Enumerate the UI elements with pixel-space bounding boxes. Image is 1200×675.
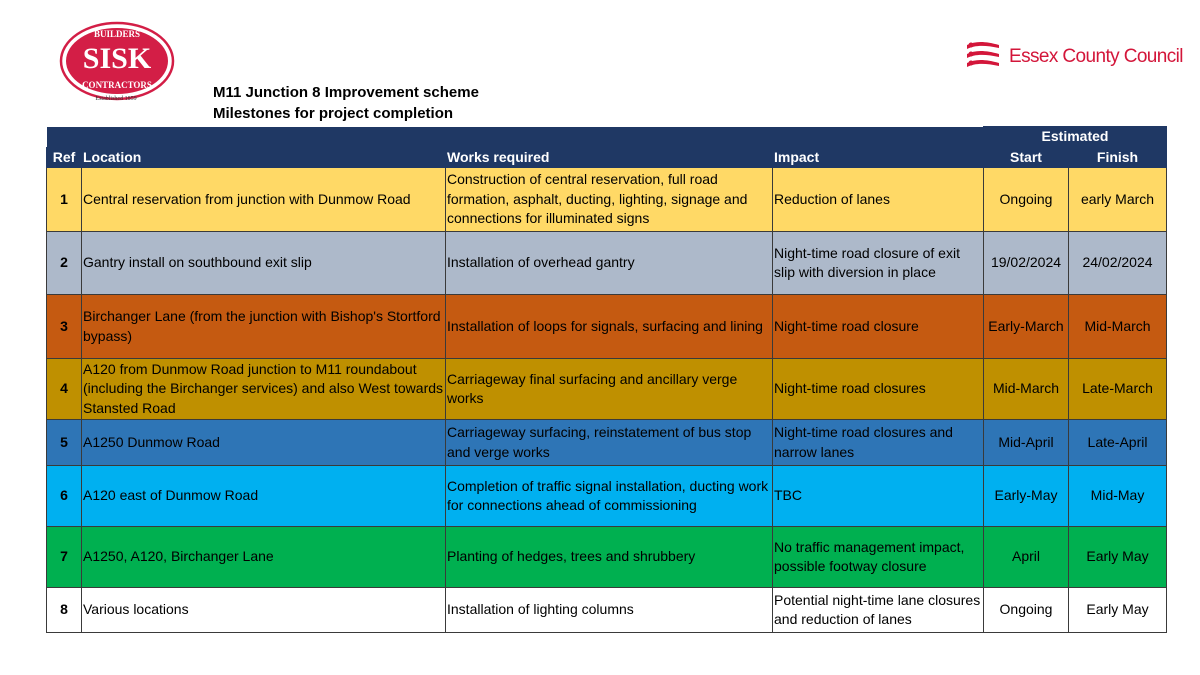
essex-logo-text: Essex County Council bbox=[1009, 46, 1183, 67]
essex-seaxes-icon bbox=[965, 40, 1001, 74]
cell-start: Early-March bbox=[984, 295, 1069, 359]
cell-start: Early-May bbox=[984, 466, 1069, 527]
cell-finish: Mid-March bbox=[1069, 295, 1167, 359]
cell-impact: Night-time road closures bbox=[773, 359, 984, 420]
cell-start: Ongoing bbox=[984, 588, 1069, 633]
cell-works: Installation of lighting columns bbox=[446, 588, 773, 633]
table-row bbox=[47, 295, 1167, 359]
cell-finish: Early May bbox=[1069, 588, 1167, 633]
sisk-logo bbox=[58, 20, 176, 108]
table-row bbox=[47, 420, 1167, 466]
cell-ref: 5 bbox=[47, 420, 82, 466]
cell-ref: 7 bbox=[47, 527, 82, 588]
table-row bbox=[47, 527, 1167, 588]
cell-works: Completion of traffic signal installation, ducting work for connections ahead of commissioning bbox=[446, 466, 773, 527]
cell-location: Central reservation from junction with Dunmow Road bbox=[82, 168, 446, 232]
cell-ref: 8 bbox=[47, 588, 82, 633]
cell-start: Mid-March bbox=[984, 359, 1069, 420]
cell-location: Birchanger Lane (from the junction with Bishop's Stortford bypass) bbox=[82, 295, 446, 359]
cell-start: April bbox=[984, 527, 1069, 588]
cell-start: Ongoing bbox=[984, 168, 1069, 232]
col-start: Start bbox=[984, 147, 1069, 168]
col-location: Location bbox=[82, 147, 446, 168]
cell-impact: No traffic management impact, possible footway closure bbox=[773, 527, 984, 588]
cell-ref: 4 bbox=[47, 359, 82, 420]
sisk-logo-bottom: CONTRACTORS bbox=[82, 80, 152, 90]
cell-finish: 24/02/2024 bbox=[1069, 232, 1167, 295]
essex-logo bbox=[965, 40, 1183, 74]
cell-start: 19/02/2024 bbox=[984, 232, 1069, 295]
milestones-table bbox=[46, 126, 1167, 633]
table-row bbox=[47, 168, 1167, 232]
cell-impact: TBC bbox=[773, 466, 984, 527]
table-row bbox=[47, 588, 1167, 633]
cell-finish: Mid-May bbox=[1069, 466, 1167, 527]
cell-finish: early March bbox=[1069, 168, 1167, 232]
cell-impact: Night-time road closures and narrow lanes bbox=[773, 420, 984, 466]
cell-works: Installation of loops for signals, surfacing and lining bbox=[446, 295, 773, 359]
page-title: M11 Junction 8 Improvement scheme bbox=[213, 84, 479, 101]
estimated-header: Estimated bbox=[984, 127, 1167, 148]
cell-impact: Reduction of lanes bbox=[773, 168, 984, 232]
cell-impact: Potential night-time lane closures and reduction of lanes bbox=[773, 588, 984, 633]
cell-start: Mid-April bbox=[984, 420, 1069, 466]
col-ref: Ref bbox=[47, 147, 82, 168]
cell-finish: Early May bbox=[1069, 527, 1167, 588]
col-impact: Impact bbox=[773, 147, 984, 168]
page-subtitle: Milestones for project completion bbox=[213, 105, 454, 122]
table-row bbox=[47, 466, 1167, 527]
sisk-logo-top: BUILDERS bbox=[93, 29, 141, 39]
cell-impact: Night-time road closure bbox=[773, 295, 984, 359]
cell-location: A120 from Dunmow Road junction to M11 roundabout (including the Birchanger services) and also West towards Stansted Road bbox=[82, 359, 446, 420]
table-row bbox=[47, 232, 1167, 295]
cell-location: A1250, A120, Birchanger Lane bbox=[82, 527, 446, 588]
cell-finish: Late-March bbox=[1069, 359, 1167, 420]
cell-location: Various locations bbox=[82, 588, 446, 633]
sisk-logo-main: SISK bbox=[82, 42, 152, 75]
cell-ref: 6 bbox=[47, 466, 82, 527]
cell-works: Carriageway final surfacing and ancillary verge works bbox=[446, 359, 773, 420]
cell-ref: 3 bbox=[47, 295, 82, 359]
sisk-established: Established 1859 bbox=[95, 96, 137, 102]
cell-ref: 2 bbox=[47, 232, 82, 295]
col-works: Works required bbox=[446, 147, 773, 168]
cell-works: Construction of central reservation, full road formation, asphalt, ducting, lighting, signage and connections for illuminated signs bbox=[446, 168, 773, 232]
cell-location: Gantry install on southbound exit slip bbox=[82, 232, 446, 295]
cell-location: A120 east of Dunmow Road bbox=[82, 466, 446, 527]
cell-location: A1250 Dunmow Road bbox=[82, 420, 446, 466]
cell-works: Planting of hedges, trees and shrubbery bbox=[446, 527, 773, 588]
table-row bbox=[47, 359, 1167, 420]
titles bbox=[213, 82, 479, 124]
cell-works: Installation of overhead gantry bbox=[446, 232, 773, 295]
cell-ref: 1 bbox=[47, 168, 82, 232]
cell-works: Carriageway surfacing, reinstatement of bus stop and verge works bbox=[446, 420, 773, 466]
cell-finish: Late-April bbox=[1069, 420, 1167, 466]
col-finish: Finish bbox=[1069, 147, 1167, 168]
cell-impact: Night-time road closure of exit slip with diversion in place bbox=[773, 232, 984, 295]
